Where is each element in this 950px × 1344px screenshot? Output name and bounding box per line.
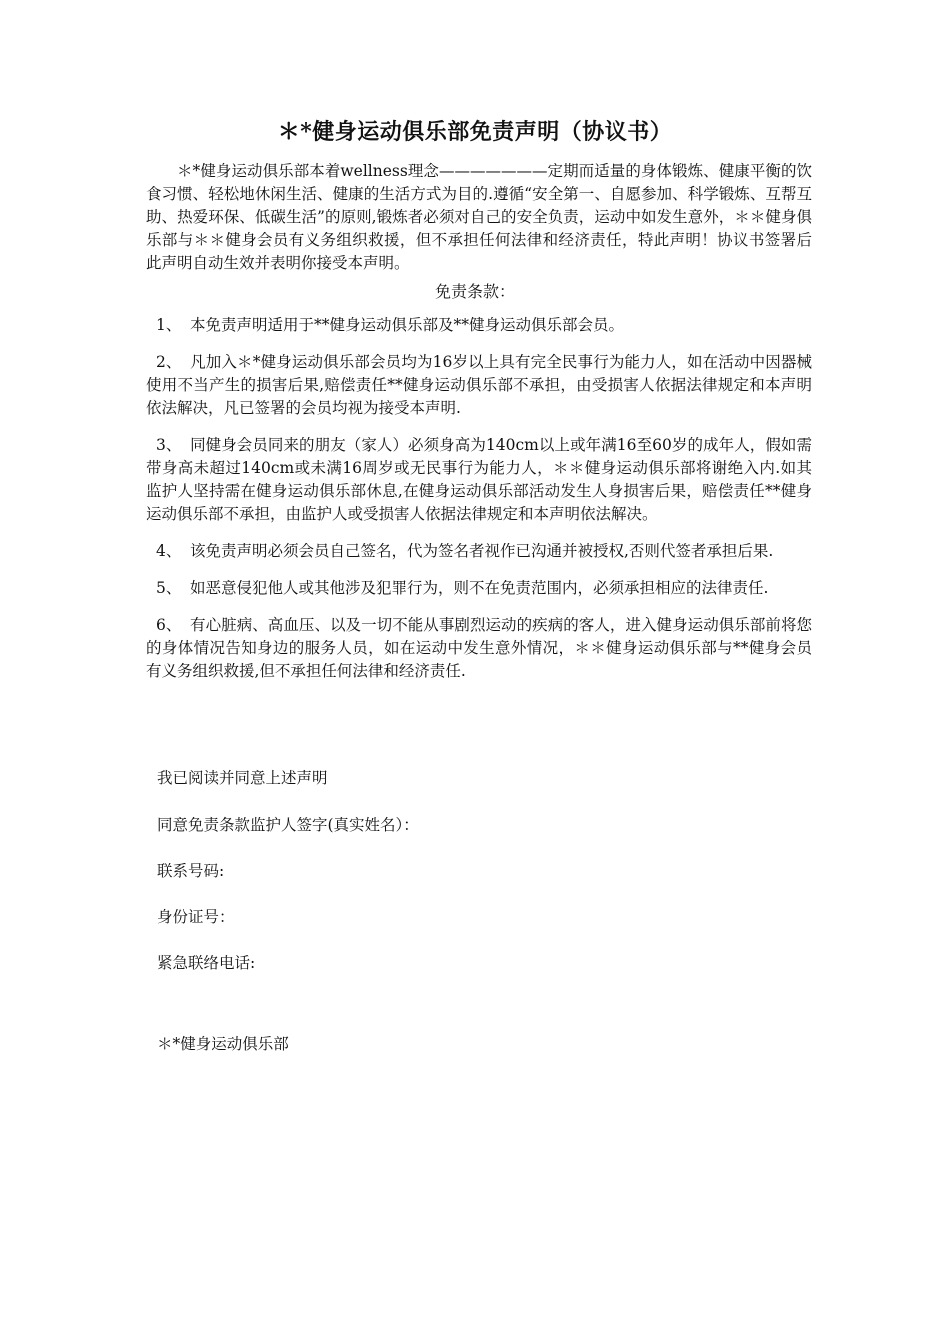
emergency-phone-label: 紧急联络电话:: [157, 954, 256, 972]
clauses-list: [146, 314, 812, 697]
clause-item: [146, 614, 812, 683]
clause-item: [146, 351, 812, 420]
phone-number-label: 联系号码:: [157, 862, 225, 880]
intro-paragraph: ＊*健身运动俱乐部本着wellness理念———————定期而适量的身体锻炼、健康平衡的饮食习惯、轻松地休闲生活、健康的生活方式为目的.遵循“安全第一、自愿参加、科学锻炼、互帮互助、热爱环保、低碳生活”的原则,锻炼者必须对自己的安全负责，运动中如发生意外，＊＊健身俱乐部与＊＊健身会员有义务组织救援，但不承担任何法律和经济责任，特此声明！协议书签署后此声明自动生效并表明你接受本声明。: [146, 162, 812, 272]
clause-item: [146, 577, 812, 600]
clause-number: 5、: [156, 579, 182, 597]
clause-text: 该免责声明必须会员自己签名，代为签名者视作已沟通并被授权,否则代签者承担后果.: [190, 542, 774, 560]
agreement-statement: 我已阅读并同意上述声明: [157, 769, 328, 787]
clause-text: 本免责声明适用于**健身运动俱乐部及**健身运动俱乐部会员。: [190, 316, 625, 334]
clause-text: 凡加入＊*健身运动俱乐部会员均为16岁以上具有完全民事行为能力人，如在活动中因器械使用不当产生的损害后果,赔偿责任**健身运动俱乐部不承担，由受损害人依据法律规定和本声明依法解决，凡已签署的会员均视为接受本声明.: [146, 353, 812, 417]
clause-item: [146, 314, 812, 337]
id-number-label: 身份证号：: [157, 908, 235, 926]
club-name: ＊*健身运动俱乐部: [157, 1035, 289, 1053]
clause-text: 有心脏病、高血压、以及一切不能从事剧烈运动的疾病的客人，进入健身运动俱乐部前将您的身体情况告知身边的服务人员，如在运动中发生意外情况，＊＊健身运动俱乐部与**健身会员有义务组织救援,但不承担任何法律和经济责任.: [146, 616, 812, 680]
clause-item: [146, 540, 812, 563]
clause-item: [146, 434, 812, 526]
clause-text: 如恶意侵犯他人或其他涉及犯罪行为，则不在免责范围内，必须承担相应的法律责任.: [190, 579, 769, 597]
clause-number: 3、: [156, 436, 182, 454]
clause-number: 1、: [156, 316, 182, 334]
clause-text: 同健身会员同来的朋友（家人）必须身高为140cm以上或年满16至60岁的成年人，假如需带身高未超过140cm或未满16周岁或无民事行为能力人，＊＊健身运动俱乐部将谢绝入内.如其监护人坚持需在健身运动俱乐部休息,在健身运动俱乐部活动发生人身损害后果，赔偿责任**健身运动俱乐部不承担，由监护人或受损害人依据法律规定和本声明依法解决。: [146, 436, 812, 523]
guardian-signature-label: 同意免责条款监护人签字(真实姓名）：: [157, 816, 419, 834]
clause-number: 4、: [156, 542, 182, 560]
clauses-heading: 免责条款：: [434, 282, 515, 301]
clause-number: 6、: [156, 616, 182, 634]
document-title: ＊*健身运动俱乐部免责声明（协议书）: [277, 119, 673, 145]
clause-number: 2、: [156, 353, 182, 371]
